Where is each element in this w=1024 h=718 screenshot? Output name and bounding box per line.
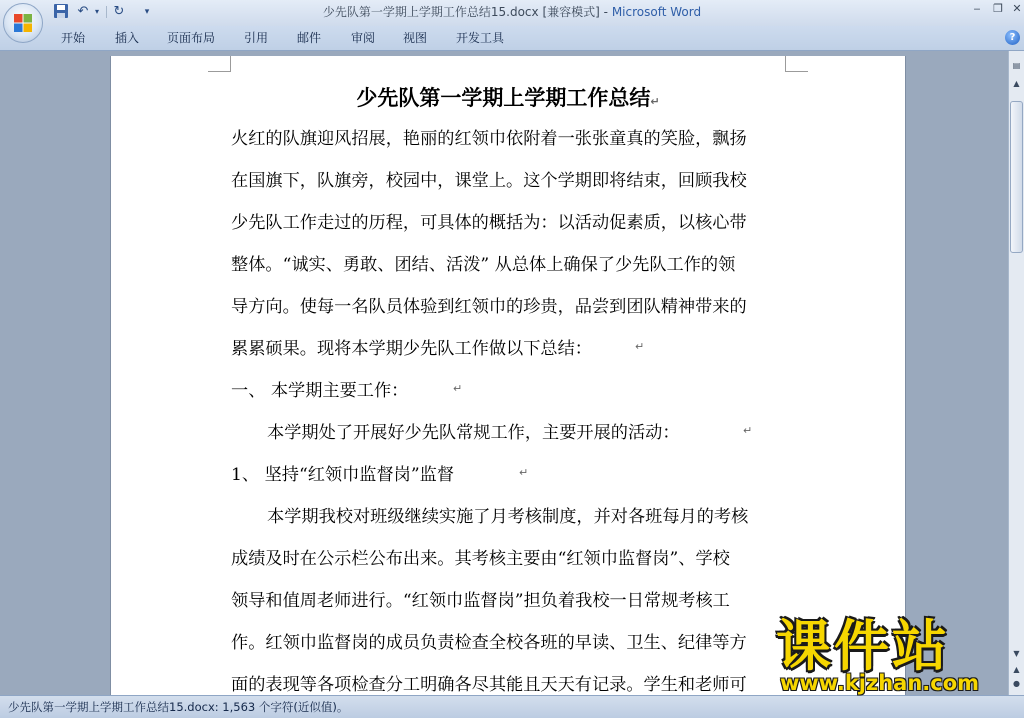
office-button[interactable] [3, 3, 43, 43]
tab-view[interactable]: 视图 [403, 31, 428, 45]
previous-page-icon[interactable]: ▲ [1013, 665, 1020, 674]
undo-icon[interactable]: ↶ [77, 4, 89, 19]
restore-icon[interactable]: ❐ [993, 2, 1003, 15]
document-name: 少先队第一学期上学期工作总结15.docx [322, 5, 539, 19]
office-logo-icon [13, 13, 33, 33]
redo-icon[interactable]: ↻ [113, 4, 125, 19]
scrollbar-thumb[interactable] [1010, 101, 1023, 253]
quick-access-separator [106, 6, 107, 18]
paragraph-line: 火红的队旗迎风招展，艳丽的红领巾依附着一张张童真的笑脸，飘扬 [231, 129, 747, 149]
paragraph-line: 导方向。使每一名队员体验到红领巾的珍贵，品尝到团队精神带来的 [231, 297, 747, 317]
paragraph-mark: ↵ [453, 382, 463, 395]
ribbon-tab-bar [0, 26, 1024, 51]
close-icon[interactable]: ✕ [1012, 2, 1022, 15]
ruler-toggle-icon[interactable]: ▤ [1012, 61, 1021, 70]
tab-mailings[interactable]: 邮件 [297, 31, 322, 45]
subsection-heading: 1、 坚持“红领巾监督岗”监督 [231, 465, 455, 485]
document-page[interactable] [110, 56, 906, 695]
undo-dropdown-icon[interactable]: ▾ [94, 7, 99, 16]
paragraph-line: 本学期我校对班级继续实施了月考核制度，并对各班每月的考核 [267, 507, 749, 527]
scroll-down-icon[interactable]: ▼ [1013, 649, 1020, 658]
document-title [111, 82, 905, 112]
paragraph-line: 面的表现等各项检查分工明确各尽其能且天天有记录。学生和老师可 [231, 675, 747, 695]
document-title-text: 少先队第一学期上学期工作总结 [356, 85, 651, 110]
compat-mode: [兼容模式] [542, 5, 600, 19]
paragraph-line: 在国旗下，队旗旁，校园中，课堂上。这个学期即将结束，回顾我校 [231, 171, 747, 191]
watermark-logo: 课件站 [776, 614, 951, 678]
app-name: Microsoft Word [611, 5, 702, 19]
tab-developer[interactable]: 开发工具 [456, 31, 505, 45]
scroll-up-icon[interactable]: ▲ [1013, 79, 1020, 88]
tab-home[interactable]: 开始 [61, 31, 86, 45]
paragraph-line: 累累硕果。现将本学期少先队工作做以下总结： [231, 339, 592, 359]
paragraph-line: 领导和值周老师进行。“红领巾监督岗”担负着我校一日常规考核工 [231, 591, 730, 611]
status-bar [0, 695, 1024, 718]
paragraph-mark: ↵ [635, 340, 645, 353]
status-text: 少先队第一学期上学期工作总结15.docx: 1,563 个字符(近似值)。 [8, 700, 349, 714]
vertical-scrollbar[interactable] [1008, 51, 1024, 695]
paragraph-line: 整体。“诚实、勇敢、团结、活泼” 从总体上确保了少先队工作的领 [231, 255, 736, 275]
title-separator: - [599, 5, 612, 19]
save-icon[interactable] [52, 3, 70, 21]
document-workspace [0, 51, 1008, 695]
browse-object-icon[interactable]: ● [1013, 679, 1020, 688]
title-bar [0, 0, 1024, 26]
paragraph-line: 作。红领巾监督岗的成员负责检查全校各班的早读、卫生、纪律等方 [231, 633, 747, 653]
margin-corner-top-right [785, 56, 808, 72]
tab-references[interactable]: 引用 [244, 31, 269, 45]
tab-review[interactable]: 审阅 [351, 31, 376, 45]
paragraph-mark: ↵ [743, 424, 753, 437]
paragraph-mark: ↵ [519, 466, 529, 479]
help-icon[interactable]: ? [1005, 30, 1020, 45]
watermark-url: www.kjzhan.com [780, 671, 980, 695]
minimize-icon[interactable]: ‒ [973, 2, 981, 15]
tab-insert[interactable]: 插入 [115, 31, 140, 45]
customize-icon[interactable]: ▾ [144, 7, 150, 17]
paragraph-line: 成绩及时在公示栏公布出来。其考核主要由“红领巾监督岗”、学校 [231, 549, 730, 569]
paragraph-mark: ↵ [650, 95, 660, 108]
tab-layout[interactable]: 页面布局 [167, 31, 216, 45]
paragraph-line: 少先队工作走过的历程，可具体的概括为：以活动促素质，以核心带 [231, 213, 747, 233]
section-heading: 一、 本学期主要工作： [231, 381, 409, 401]
margin-corner-top-left [208, 56, 231, 72]
paragraph-line: 本学期处了开展好少先队常规工作，主要开展的活动： [267, 423, 680, 443]
